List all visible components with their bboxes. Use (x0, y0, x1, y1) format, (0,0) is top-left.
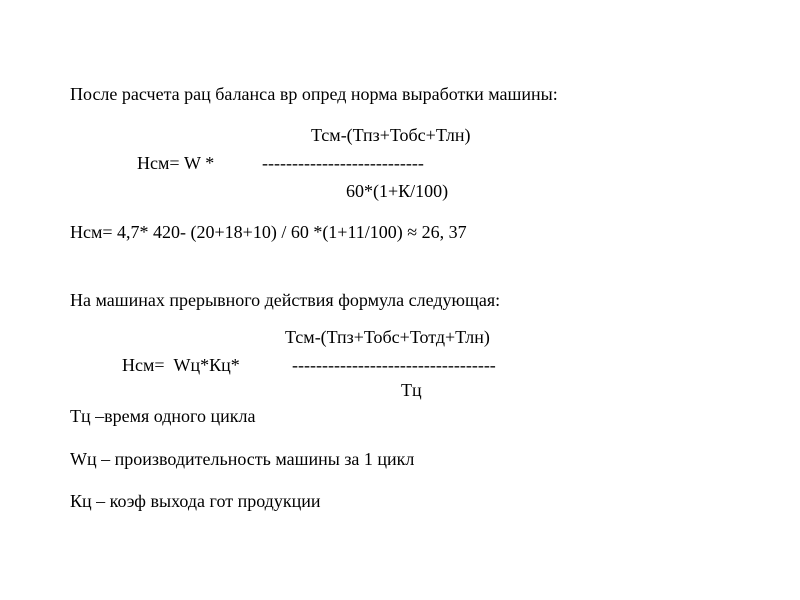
calculation-text: Нсм= 4,7* 420- (20+18+10) / 60 *(1+11/100) ≈ 26, 37 (70, 222, 467, 242)
formula2-lhs: Нсм= Wц*Кц* (122, 355, 240, 375)
formula1-numerator: Тсм-(Тпз+Тобс+Тлн) (311, 125, 471, 145)
formula1-fraction-bar: --------------------------- (262, 153, 424, 173)
definition-tc: Тц –время одного цикла (70, 406, 256, 426)
section2-intro-text: На машинах прерывного действия формула следующая: (70, 290, 501, 310)
intro-text: После расчета рац баланса вр опред норма выработки машины: (70, 84, 558, 104)
formula2-numerator: Тсм-(Тпз+Тобс+Тотд+Тлн) (285, 327, 490, 347)
formula2-denominator: Тц (401, 380, 422, 400)
formula1-denominator: 60*(1+К/100) (346, 181, 449, 201)
formula2-fraction-bar: ---------------------------------- (292, 355, 496, 375)
definition-kc: Кц – коэф выхода гот продукции (70, 491, 321, 511)
definition-wc: Wц – производительность машины за 1 цикл (70, 449, 415, 469)
formula1-lhs: Нсм= W * (137, 153, 215, 173)
